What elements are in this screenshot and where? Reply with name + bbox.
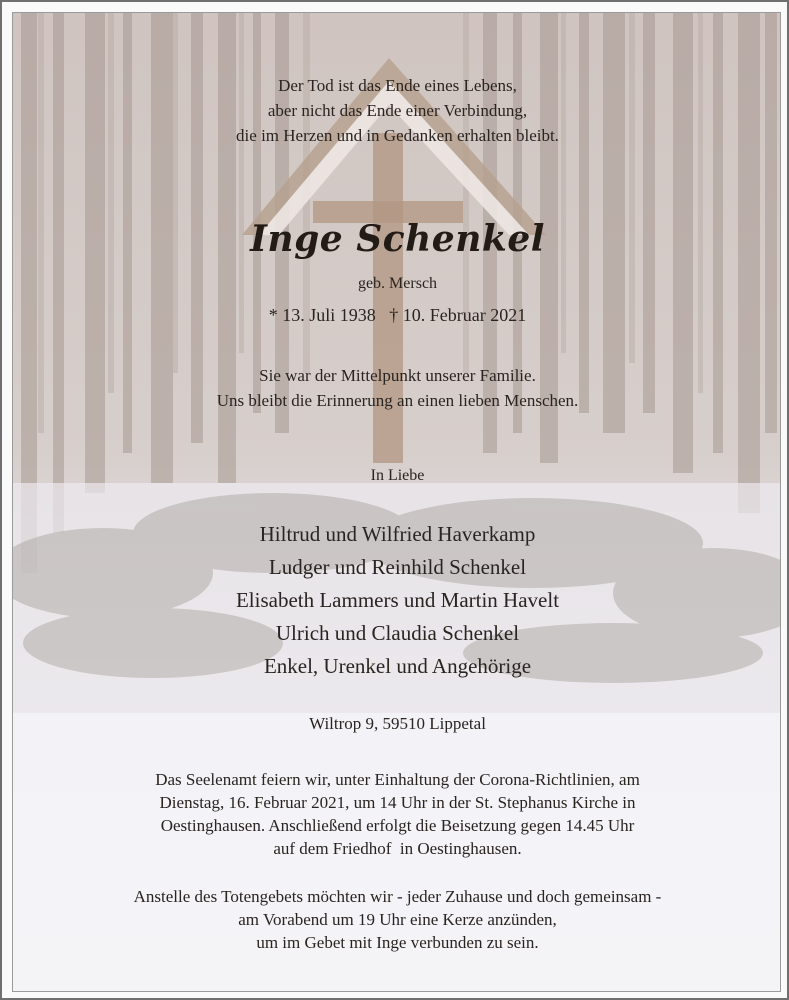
- family-member: Enkel, Urenkel und Angehörige: [263, 654, 532, 678]
- family-member: Elisabeth Lammers und Martin Havelt: [235, 588, 560, 612]
- birth-name: geb. Mersch: [357, 275, 438, 292]
- deceased-name: Inge Schenkel: [250, 218, 545, 260]
- tribute-line: Sie war der Mittelpunkt unserer Familie.: [259, 366, 536, 385]
- tribute-line: Uns bleibt die Erinnerung an einen lieben Menschen.: [216, 391, 579, 410]
- prayer-line: am Vorabend um 19 Uhr eine Kerze anzünden,: [238, 910, 557, 929]
- service-line: auf dem Friedhof in Oestinghausen.: [273, 839, 522, 858]
- prayer-line: um im Gebet mit Inge verbunden zu sein.: [256, 933, 539, 952]
- quote-line: die im Herzen und in Gedanken erhalten bleibt.: [236, 126, 559, 145]
- obituary-text: [13, 13, 781, 992]
- service-line: Das Seelenamt feiern wir, unter Einhaltung der Corona-Richtlinien, am: [155, 770, 640, 789]
- family-member: Ulrich und Claudia Schenkel: [275, 621, 520, 645]
- in-love-label: In Liebe: [370, 467, 425, 484]
- service-line: Dienstag, 16. Februar 2021, um 14 Uhr in der St. Stephanus Kirche in: [159, 793, 636, 812]
- family-member: Ludger und Reinhild Schenkel: [268, 555, 527, 579]
- address: Wiltrop 9, 59510 Lippetal: [309, 714, 486, 733]
- family-member: Hiltrud und Wilfried Haverkamp: [259, 522, 536, 546]
- quote-line: Der Tod ist das Ende eines Lebens,: [278, 76, 517, 95]
- obituary-card: [12, 12, 781, 992]
- service-line: Oestinghausen. Anschließend erfolgt die Beisetzung gegen 14.45 Uhr: [160, 816, 635, 835]
- quote-line: aber nicht das Ende einer Verbindung,: [267, 101, 528, 120]
- life-dates: * 13. Juli 1938 † 10. Februar 2021: [268, 305, 527, 325]
- prayer-line: Anstelle des Totengebets möchten wir - jeder Zuhause und doch gemeinsam -: [133, 887, 662, 906]
